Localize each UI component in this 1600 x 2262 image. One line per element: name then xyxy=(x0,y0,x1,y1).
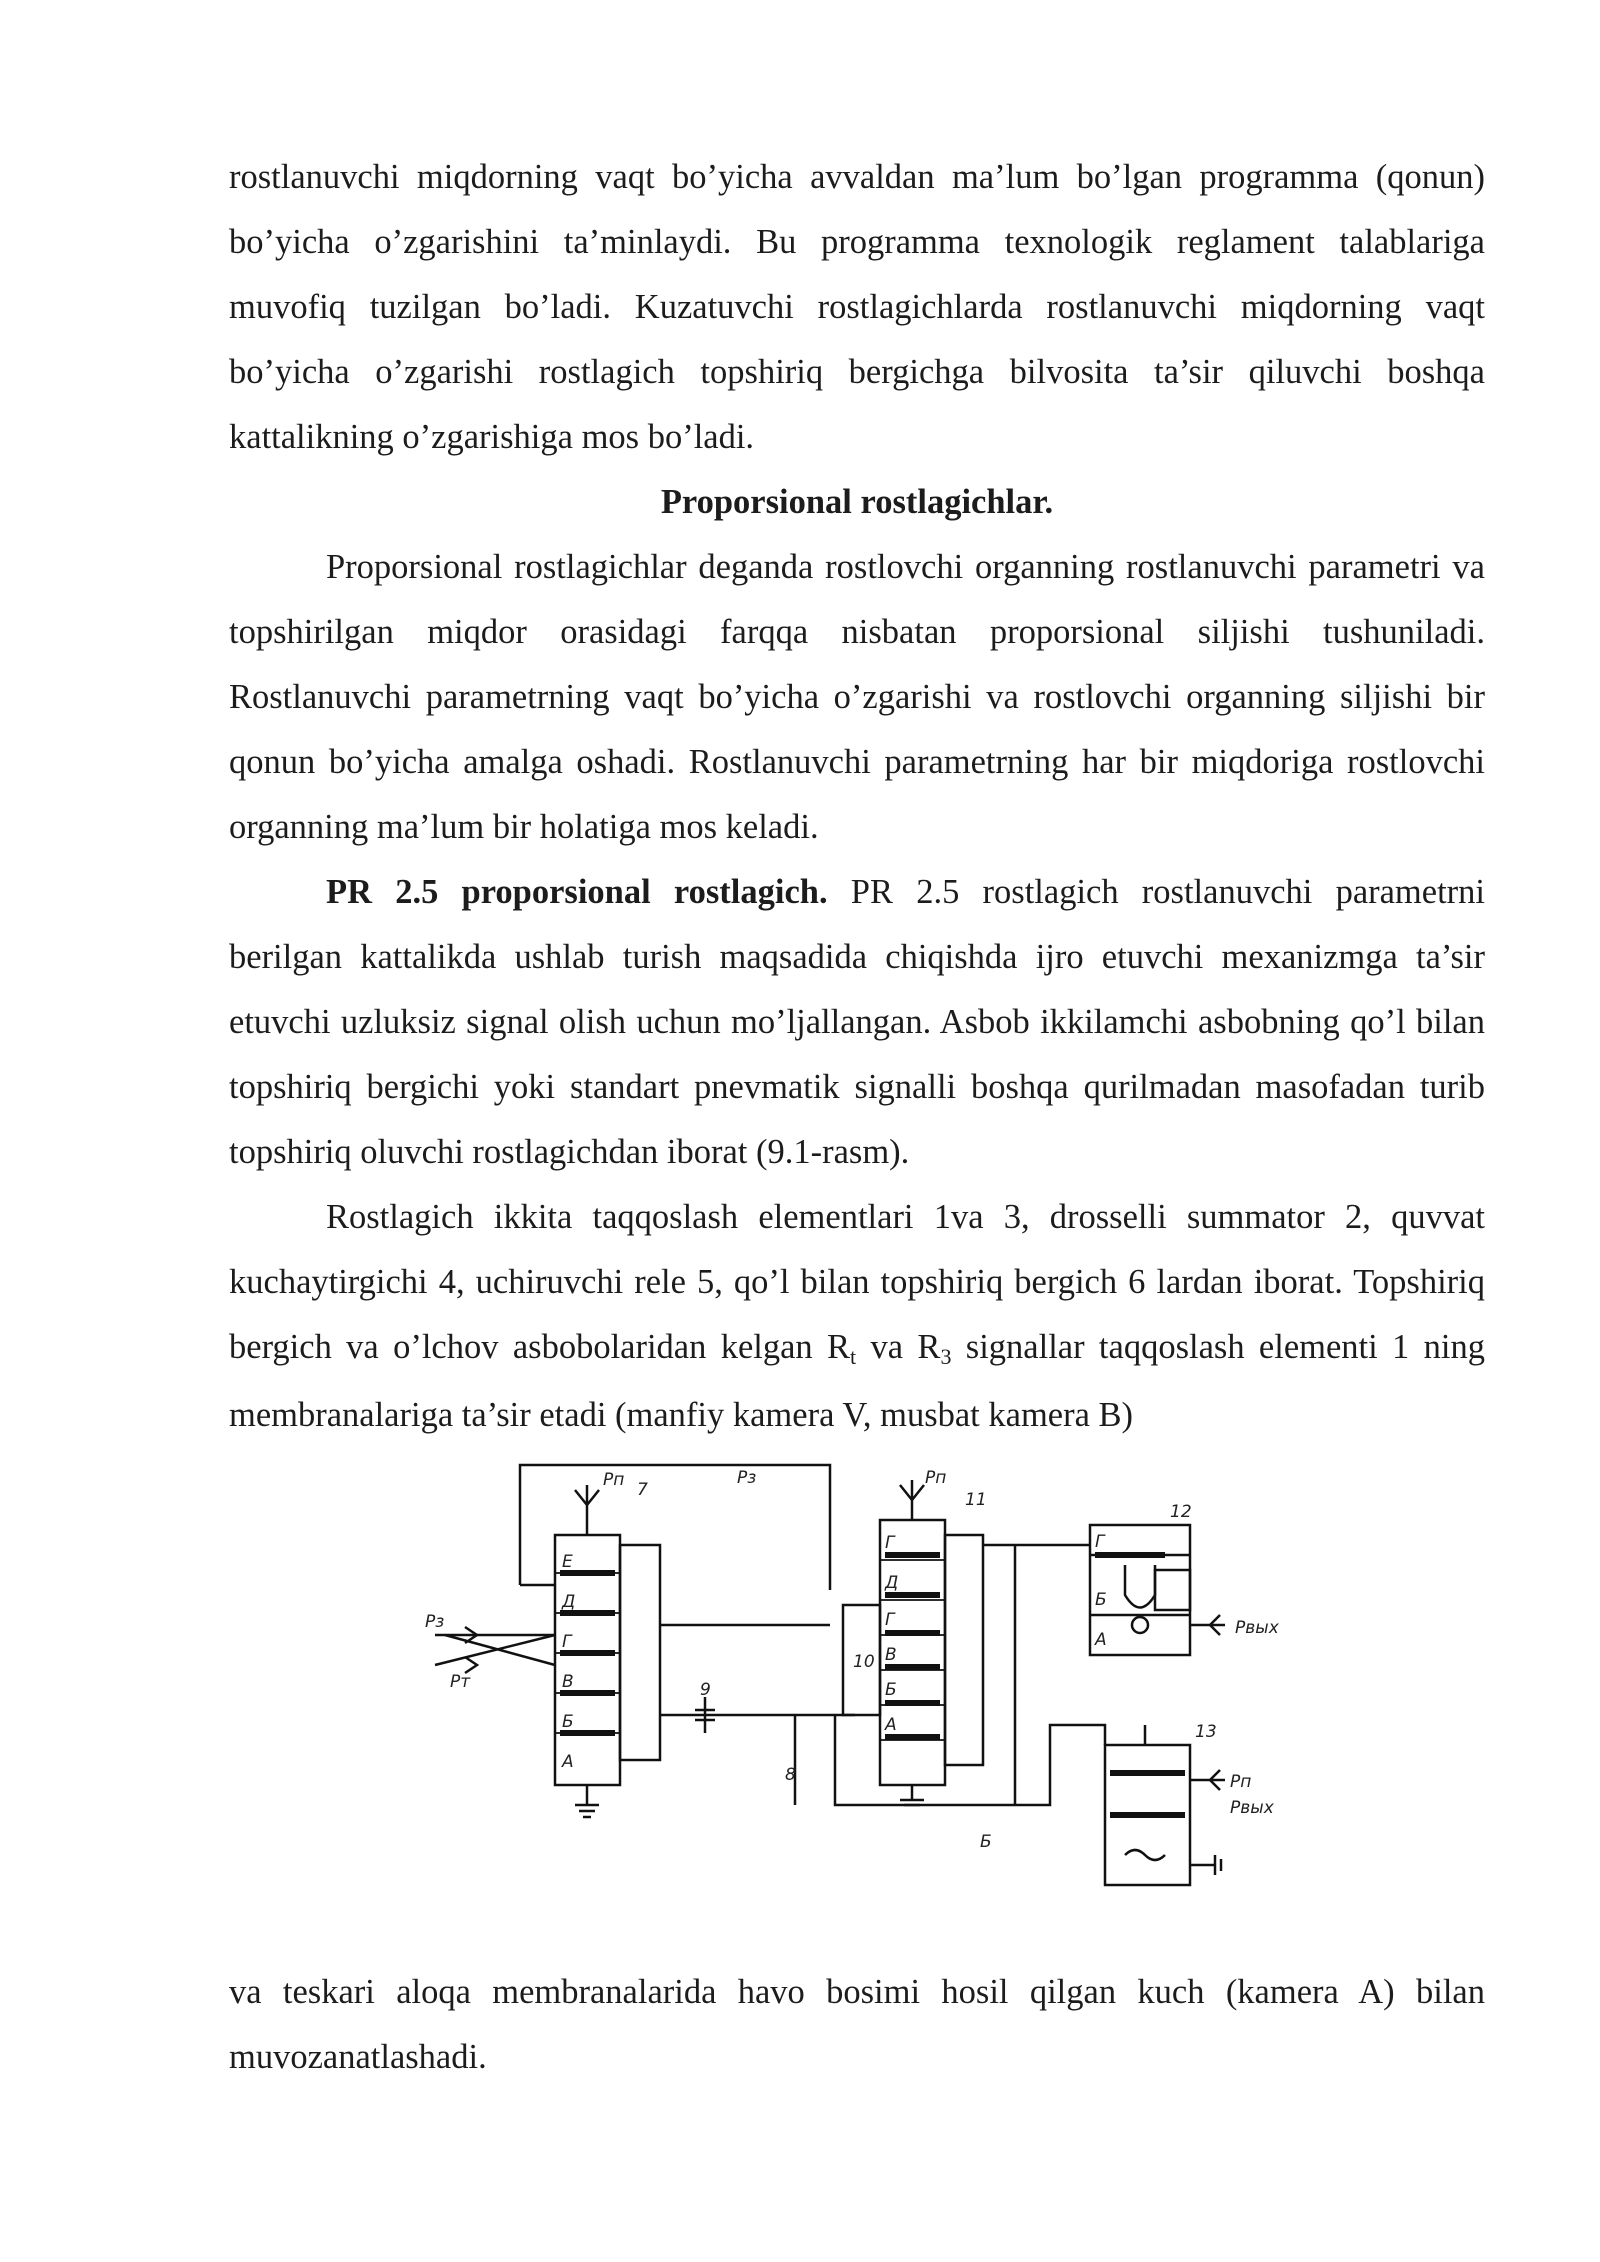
chamber-g: Г xyxy=(562,1632,572,1652)
label-node-10: 10 xyxy=(853,1652,875,1672)
structure-text-c: signallar taqqoslash elementi 1 ning membranalariga ta’sir etadi (manfiy kamera V, musbat kamera B) xyxy=(229,1328,1485,1434)
label-node-8: 8 xyxy=(785,1765,796,1785)
label-pvyx-relay: Pвых xyxy=(1235,1618,1279,1638)
structure-text-a: Rostlagich ikkita taqqoslash elementlari 1va 3, drosselli summator 2, quvvat kuchaytirgichi 4, uchiruvchi rele 5, qo’l bilan topshiriq bergich 6 lardan iborat. Topshiriq bergich va o’lchov asbobolaridan kelgan R xyxy=(229,1198,1485,1366)
label-pp-center: Pп xyxy=(925,1468,947,1488)
label-pz-top: Pз xyxy=(737,1468,757,1488)
chamber-b: Б xyxy=(562,1712,574,1732)
pr25-title: PR 2.5 proporsional rostlagich. xyxy=(326,873,828,911)
document-continuation xyxy=(229,1960,1485,2090)
label-pz-left: Pз xyxy=(425,1612,445,1632)
chamber2-d: Д xyxy=(885,1573,899,1593)
label-block-7: 7 xyxy=(637,1480,648,1500)
chamber-e: Е xyxy=(562,1552,573,1572)
label-node-9: 9 xyxy=(700,1680,711,1700)
label-block-13: 13 xyxy=(1195,1722,1217,1742)
chamber3-g: Г xyxy=(1095,1532,1105,1552)
label-pp-setter: Pп xyxy=(1230,1772,1252,1792)
paragraph-intro: rostlanuvchi miqdorning vaqt bo’yicha avvaldan ma’lum bo’lgan programma (qonun) bo’yicha o’zgarishini ta’minlaydi. Bu programma texnologik reglament talablariga muvofiq tuzilgan bo’ladi. Kuzatuvchi rostlagichlarda rostlanuvchi miqdorning vaqt bo’yicha o’zgarishi rostlagich topshiriq bergichga bilvosita ta’sir qiluvchi boshqa kattalikning o’zgarishiga mos bo’ladi. xyxy=(229,158,1485,456)
paragraph-definition: Proporsional rostlagichlar deganda rostlovchi organning rostlanuvchi parametri va topshirilgan miqdor orasidagi farqqa nisbatan proporsional siljishi tushuniladi. Rostlanuvchi parametrning vaqt bo’yicha o’zgarishi va rostlovchi organning siljishi bir qonun bo’yicha amalga oshadi. Rostlanuvchi parametrning har bir miqdoriga rostlovchi organning ma’lum bir holatiga mos keladi. xyxy=(229,548,1485,846)
structure-text-b: va R xyxy=(856,1328,941,1366)
pr25-text: PR 2.5 rostlagich rostlanuvchi parametrni berilgan kattalikda ushlab turish maqsadida chiqishda ijro etuvchi mexanizmga ta’sir etuvchi uzluksiz signal olish uchun mo’ljallangan. Asbob ikkilamchi asbobning qo’l bilan topshiriq bergichi yoki standart pnevmatik signalli boshqa qurilmadan masofadan turib topshiriq oluvchi rostlagichdan iborat (9.1-rasm). xyxy=(229,873,1485,1171)
label-pp-left: Pп xyxy=(603,1470,625,1490)
schematic-labels xyxy=(425,1455,1350,1940)
chamber3-a: А xyxy=(1095,1630,1107,1650)
chamber-a: А xyxy=(562,1752,574,1772)
chamber3-b: Б xyxy=(1095,1590,1107,1610)
chamber2-g2: Г xyxy=(885,1610,895,1630)
section-heading: Proporsional rostlagichlar. xyxy=(660,483,1054,521)
chamber2-v: В xyxy=(885,1645,897,1665)
paragraph-pr25 xyxy=(229,860,1485,1185)
document-body xyxy=(229,145,1485,1448)
label-pt-left: Pт xyxy=(450,1672,471,1692)
subscript-t: t xyxy=(850,1344,857,1369)
subscript-3: 3 xyxy=(940,1344,952,1369)
label-pvyx-setter: Pвых xyxy=(1230,1798,1274,1818)
chamber2-b: Б xyxy=(885,1680,897,1700)
label-block-12: 12 xyxy=(1170,1502,1192,1522)
chamber2-g1: Г xyxy=(885,1533,895,1553)
paragraph-balance: va teskari aloqa membranalarida havo bosimi hosil qilgan kuch (kamera A) bilan muvozanatlashadi. xyxy=(229,1973,1485,2076)
chamber-d: Д xyxy=(562,1592,576,1612)
label-block-11: 11 xyxy=(965,1490,987,1510)
chamber-v: В xyxy=(562,1672,574,1692)
regulator-schematic xyxy=(425,1455,1350,1940)
label-node-b: Б xyxy=(980,1832,992,1852)
chamber2-a: А xyxy=(885,1715,897,1735)
paragraph-structure xyxy=(229,1185,1485,1448)
